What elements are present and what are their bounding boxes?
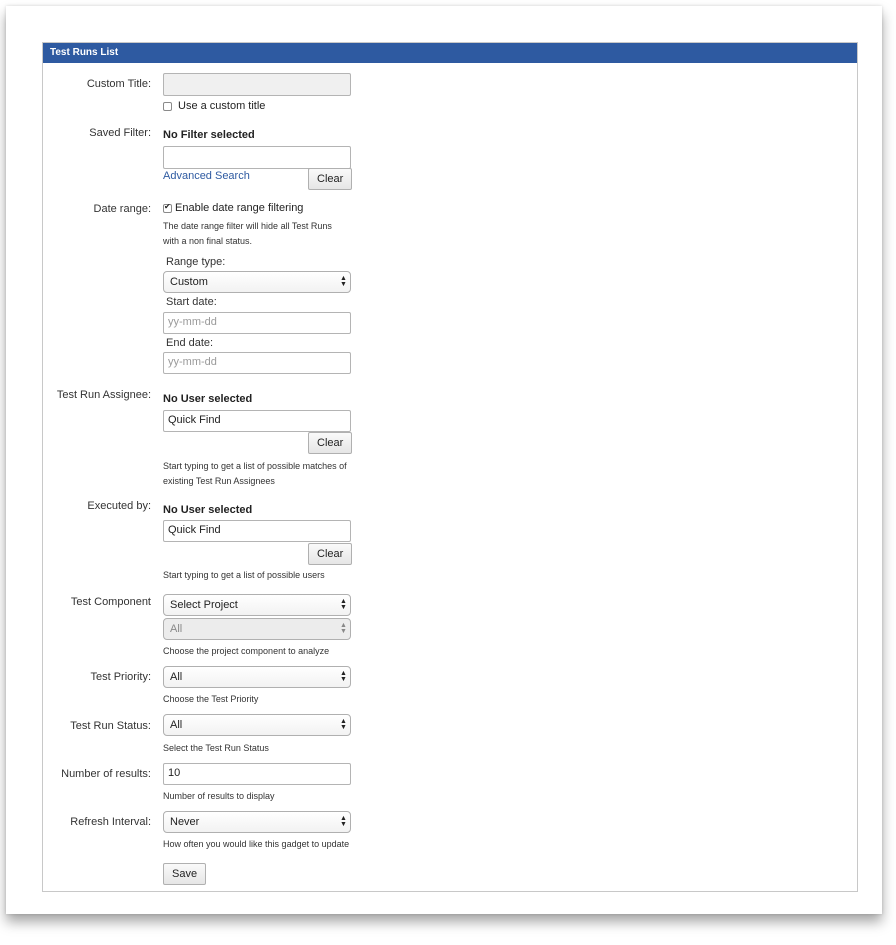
saved-filter-input[interactable] (163, 146, 351, 169)
results-help: Number of results to display (163, 791, 275, 801)
custom-title-label: Custom Title: (86, 78, 151, 90)
screenshot-frame (6, 6, 882, 914)
status-help: Select the Test Run Status (163, 743, 269, 753)
range-type-select[interactable] (163, 271, 351, 293)
executed-by-help: Start typing to get a list of possible users (163, 570, 325, 580)
assignee-clear-button[interactable]: Clear (308, 432, 352, 454)
end-date-input[interactable]: yy-mm-dd (163, 352, 351, 374)
executed-by-quick-find-input[interactable]: Quick Find (163, 520, 351, 542)
executed-by-label: Executed by: (87, 500, 151, 512)
start-date-label: Start date: (166, 296, 217, 308)
priority-select[interactable] (163, 666, 351, 688)
enable-date-range-checkbox[interactable] (163, 204, 172, 213)
date-range-label: Date range: (93, 203, 151, 215)
status-select[interactable] (163, 714, 351, 736)
executed-by-status: No User selected (163, 504, 253, 516)
end-date-label: End date: (166, 337, 214, 349)
project-select-value: Select Project (170, 599, 238, 611)
date-range-help-1: The date range filter will hide all Test Runs (163, 221, 332, 231)
select-arrows-icon: ▲ ▼ (340, 598, 347, 611)
status-select-value: All (170, 719, 183, 731)
use-custom-title-checkbox[interactable] (163, 102, 172, 111)
component-select-value: All (170, 623, 183, 635)
number-of-results-input[interactable]: 10 (163, 763, 351, 785)
test-runs-list-gadget (42, 42, 858, 892)
component-select (163, 618, 351, 640)
saved-filter-clear-button[interactable]: Clear (308, 168, 352, 190)
start-date-input[interactable]: yy-mm-dd (163, 312, 351, 334)
advanced-search-link[interactable]: Advanced Search (163, 170, 250, 182)
project-select[interactable] (163, 594, 351, 616)
assignee-help-2: existing Test Run Assignees (163, 476, 275, 486)
select-arrows-icon: ▲ ▼ (340, 718, 347, 731)
range-type-value: Custom (170, 276, 208, 288)
priority-select-value: All (170, 671, 183, 683)
enable-date-range-label: Enable date range filtering (175, 202, 304, 214)
number-of-results-label: Number of results: (61, 768, 151, 780)
refresh-interval-label: Refresh Interval: (70, 816, 151, 828)
test-priority-label: Test Priority: (90, 671, 151, 683)
saved-filter-status: No Filter selected (163, 129, 255, 141)
component-help: Choose the project component to analyze (163, 646, 330, 656)
saved-filter-label: Saved Filter: (89, 127, 151, 139)
gadget-title: Test Runs List (43, 43, 857, 63)
test-component-label: Test Component (70, 596, 151, 608)
save-button[interactable]: Save (163, 863, 206, 885)
assignee-label: Test Run Assignee: (56, 389, 151, 401)
range-type-label: Range type: (166, 256, 226, 268)
refresh-interval-value: Never (170, 816, 200, 828)
priority-help: Choose the Test Priority (163, 694, 259, 704)
assignee-help-1: Start typing to get a list of possible matches of (163, 461, 347, 471)
refresh-help: How often you would like this gadget to update (163, 839, 350, 849)
select-arrows-icon: ▲ ▼ (340, 622, 347, 635)
select-arrows-icon: ▲ ▼ (340, 670, 347, 683)
executed-by-clear-button[interactable]: Clear (308, 543, 352, 565)
use-custom-title-label: Use a custom title (178, 100, 266, 112)
date-range-help-2: with a non final status. (163, 236, 253, 246)
select-arrows-icon: ▲ ▼ (340, 815, 347, 828)
select-arrows-icon: ▲ ▼ (340, 275, 347, 288)
assignee-status: No User selected (163, 393, 253, 405)
custom-title-input[interactable] (163, 73, 351, 96)
refresh-interval-select[interactable] (163, 811, 351, 833)
test-run-status-label: Test Run Status: (70, 720, 151, 732)
assignee-quick-find-input[interactable]: Quick Find (163, 410, 351, 432)
